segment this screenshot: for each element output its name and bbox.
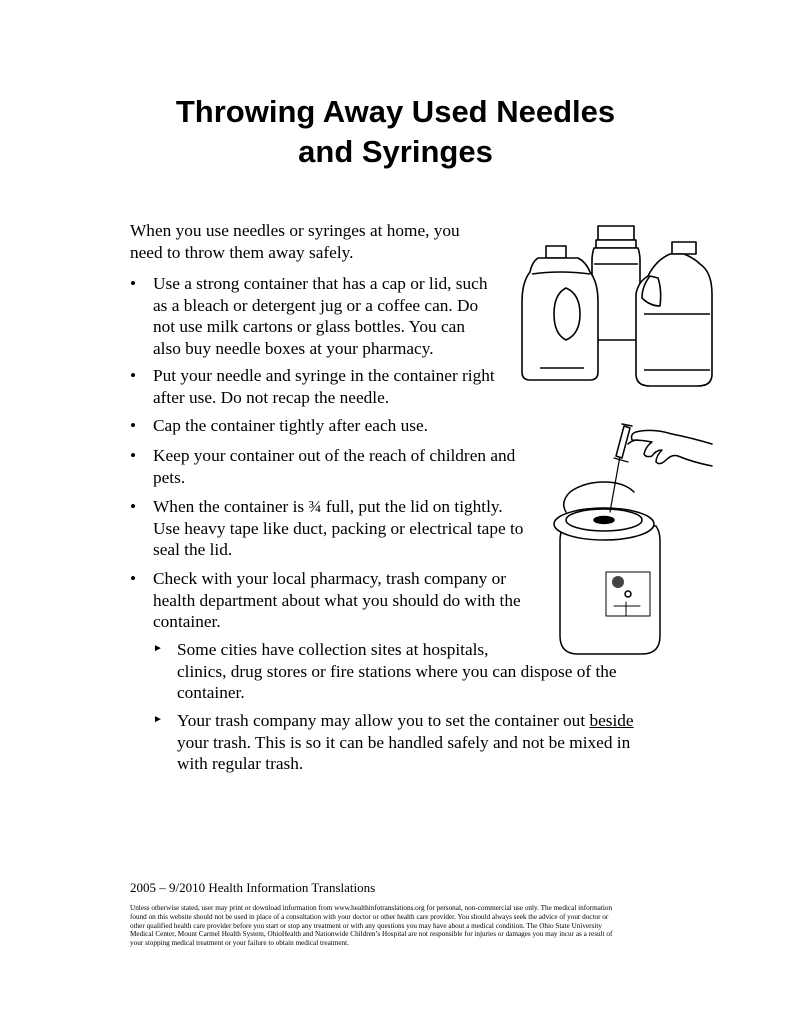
bullet-line: Use a strong container that has a cap or lid, such: [153, 274, 488, 293]
disclaimer-line: Medical Center, Mount Carmel Health System, OhioHealth and Nationwide Children’s Hospital are not responsible for injuries or damages you may incur as a result of: [130, 930, 613, 939]
sub-bullet-line: your trash. This is so it can be handled safely and not be mixed in: [177, 732, 631, 752]
sub-bullet-line: with regular trash.: [177, 754, 304, 773]
copyright-line: 2005 – 9/2010 Health Information Translations: [130, 880, 376, 895]
bullet-line: also buy needle boxes at your pharmacy.: [153, 338, 434, 358]
bullet-line: Put your needle and syringe in the container right: [153, 366, 495, 385]
arrow-bullet-icon: ►: [153, 643, 163, 654]
bullet-line: Keep your container out of the reach of children and: [153, 446, 516, 465]
disclaimer: [130, 904, 665, 948]
bullet-line: not use milk cartons or glass bottles. You can: [153, 317, 465, 336]
disclaimer-line: your stopping medical treatment or your failure to obtain medical treatment.: [130, 939, 349, 948]
bullet-line: seal the lid.: [153, 540, 233, 559]
bullet-dot: •: [130, 446, 137, 465]
sub-bullet-line: clinics, drug stores or fire stations where you can dispose of the: [177, 661, 617, 681]
bullet-dot: •: [130, 569, 137, 588]
sub-bullet-line: container.: [177, 683, 245, 702]
bullet-line: after use. Do not recap the needle.: [153, 387, 390, 407]
bullet-dot: •: [130, 416, 137, 435]
page-title: [0, 92, 791, 172]
hand-dropping-syringe-into-container-illustration: [552, 416, 717, 661]
disclaimer-line: found on this website should not be used in place of a consultation with your doctor or other health care provider. You should always seek the advice of your doctor or: [130, 912, 609, 921]
bullet-line: health department about what you should do with the: [153, 590, 521, 610]
disclaimer-line: Unless otherwise stated, user may print or download information from www.healthinfotranslations.org for personal, non-commercial use only. The medical information: [130, 904, 613, 912]
sub-bullet-text: Your trash company may allow you to set the container out: [177, 711, 590, 730]
intro-line-2: need to throw them away safely.: [130, 242, 354, 262]
bullet-line: Use heavy tape like duct, packing or electrical tape to: [153, 518, 524, 538]
underlined-word: beside: [589, 711, 634, 730]
bullet-dot: •: [130, 366, 137, 385]
intro-paragraph: [130, 220, 530, 263]
bullet-dot: •: [130, 274, 137, 293]
bullet-line: container.: [153, 612, 221, 631]
sub-bullet-line: [177, 710, 677, 732]
bullet-line: When the container is ¾ full, put the lid on tightly.: [153, 497, 503, 516]
bullet-line: pets.: [153, 467, 186, 487]
bullet-line: as a bleach or detergent jug or a coffee can. Do: [153, 295, 479, 315]
bullet-line: Check with your local pharmacy, trash company or: [153, 569, 507, 588]
bullet-line: Cap the container tightly after each use.: [153, 416, 428, 435]
arrow-bullet-icon: ►: [153, 714, 163, 725]
intro-line-1: When you use needles or syringes at home, you: [130, 221, 460, 240]
sub-bullet-line: Some cities have collection sites at hospitals,: [177, 640, 489, 659]
bottles-and-jugs-illustration: [520, 218, 715, 398]
title-line-2: and Syringes: [298, 134, 493, 169]
bullet-dot: •: [130, 497, 137, 516]
title-line-1: Throwing Away Used Needles: [175, 94, 616, 129]
disclaimer-line: other qualified health care provider before you start or stop any treatment or with any questions you may have about a medical condition. The Ohio State University: [130, 921, 602, 930]
